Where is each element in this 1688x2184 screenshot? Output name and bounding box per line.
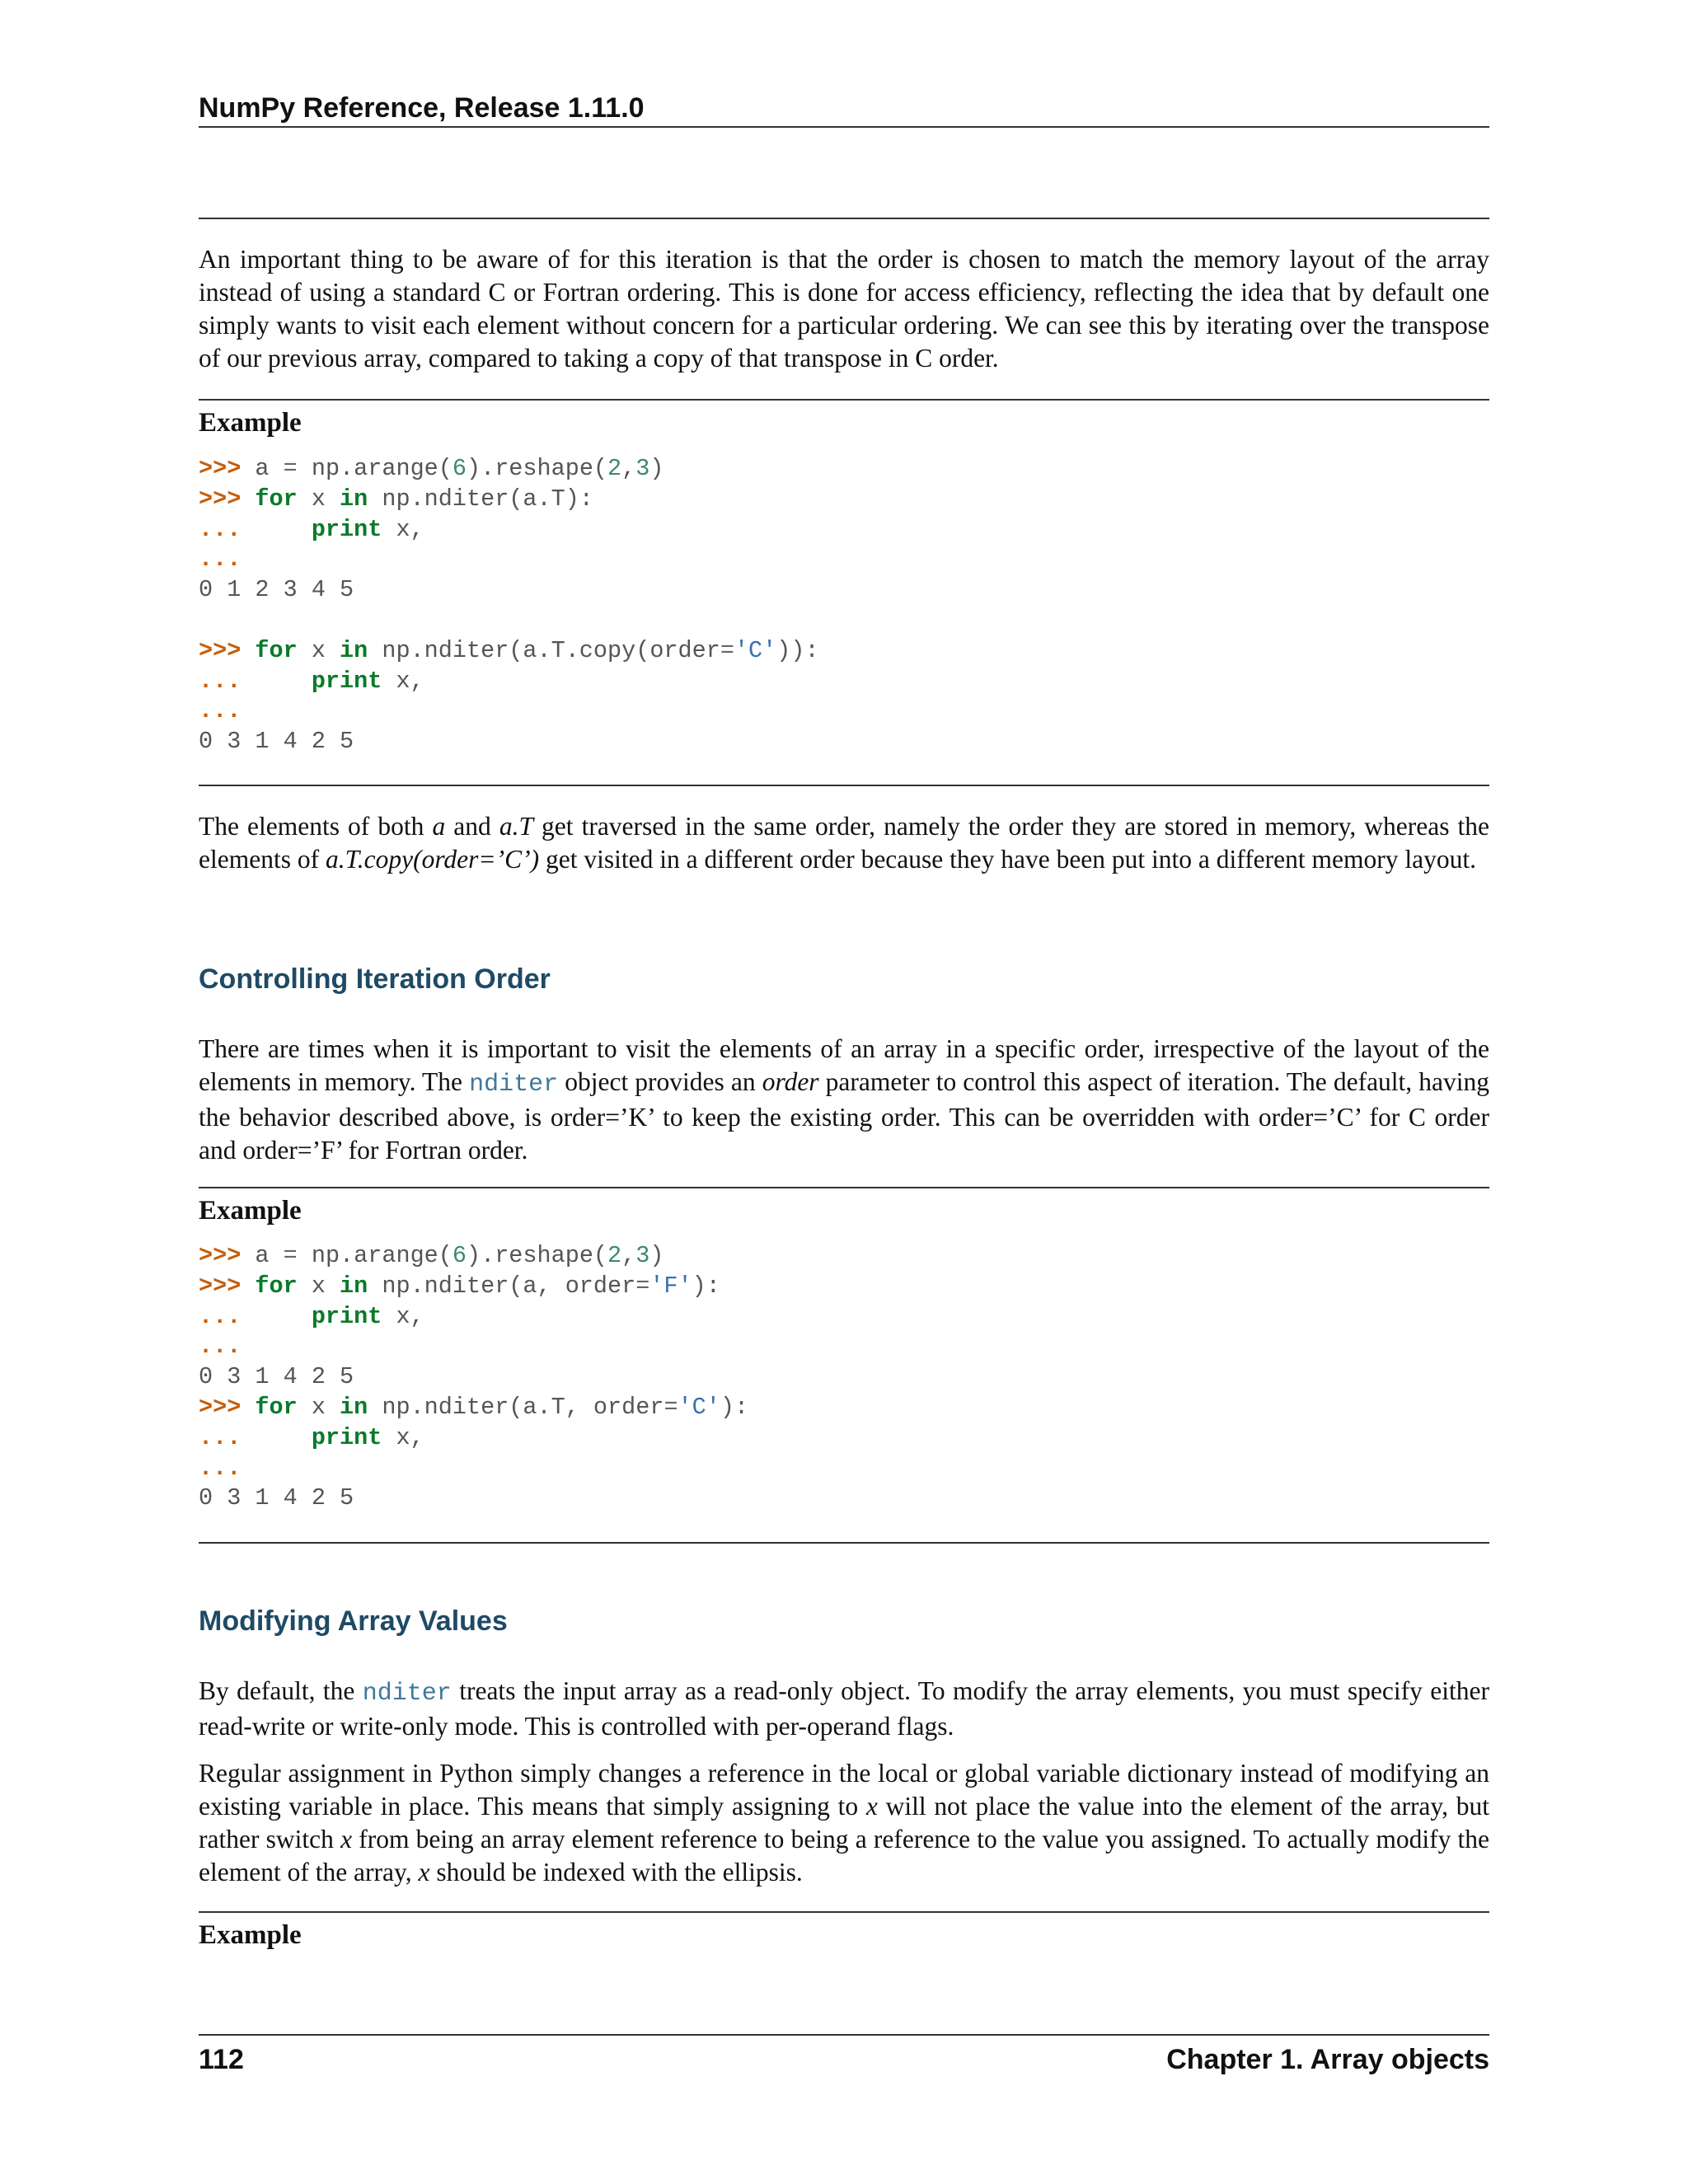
code-token: ... — [199, 697, 241, 725]
code-token: 0 3 1 4 2 5 — [199, 728, 354, 756]
code-token: ).reshape( — [467, 1242, 608, 1269]
code-token: ): — [720, 1393, 749, 1421]
code-line — [199, 1362, 1489, 1393]
code-line — [199, 485, 1489, 515]
code-token: print — [311, 515, 382, 543]
section-heading-modifying-array-values: Modifying Array Values — [199, 1605, 508, 1637]
code-token: ).reshape( — [467, 455, 608, 482]
code-token: 2 — [607, 1242, 622, 1269]
code-token: 'F' — [649, 1272, 692, 1300]
code-block-1 — [199, 454, 1489, 757]
code-token: 0 3 1 4 2 5 — [199, 1484, 354, 1512]
code-line — [199, 1483, 1489, 1514]
code-line — [199, 636, 1489, 667]
code-token: , — [621, 1242, 636, 1269]
code-token: 0 3 1 4 2 5 — [199, 1363, 354, 1391]
code-line — [199, 727, 1489, 757]
code-line — [199, 515, 1489, 546]
code-token: a — [255, 1242, 284, 1269]
code-token: >>> — [199, 1242, 256, 1269]
example-label: Example — [199, 1920, 302, 1950]
code-line — [199, 667, 1489, 697]
assignment-paragraph: Regular assignment in Python simply changes a reference in the local or global variable dictionary instead of modifying an existing variable in place. This means that simply assigning to x will not place the value into the element of the array, but rather switch x from being an array element reference to being a reference to the value you assigned. To actually modify the element of the array, x should be indexed with the ellipsis. — [199, 1759, 1489, 1886]
example-label: Example — [199, 1196, 302, 1226]
code-line — [199, 1302, 1489, 1333]
code-token: ... — [199, 1333, 241, 1361]
code-token: = — [283, 1242, 298, 1269]
example-top-rule — [199, 399, 1489, 401]
example-bottom-rule — [199, 785, 1489, 786]
code-token: ... — [199, 1423, 312, 1451]
section-heading-controlling-iteration-order: Controlling Iteration Order — [199, 963, 551, 995]
code-token: in — [340, 636, 368, 664]
code-token: , — [621, 455, 636, 482]
code-token: in — [340, 1393, 368, 1421]
code-token: ... — [199, 1302, 312, 1330]
code-token: ) — [649, 455, 664, 482]
code-token: ... — [199, 1454, 241, 1482]
chapter-title: Chapter 1. Array objects — [1166, 2044, 1489, 2075]
page-footer — [199, 2034, 1489, 2076]
code-token: print — [311, 1423, 382, 1451]
traversal-paragraph: The elements of both a and a.T get traversed in the same order, namely the order they are stored in memory, whereas the elements of a.T.copy(order=’C’) get visited in a different order because they have been put into a different memory layout. — [199, 812, 1490, 874]
code-token: = — [663, 1393, 678, 1421]
code-token: )): — [776, 636, 819, 664]
code-line — [199, 1393, 1489, 1423]
code-token: x — [297, 1393, 340, 1421]
code-line — [199, 1454, 1489, 1484]
code-line — [199, 1332, 1489, 1362]
iteration-order-paragraph: There are times when it is important to visit the elements of an array in a specific order, irrespective of the layout of the elements in memory. The nditer object provides an order parameter to control this aspect of iteration. The default, having the behavior described above, is order=’K’ to keep the existing order. This can be overridden with order=’C’ for C order and order=’F’ for Fortran order. — [199, 1034, 1490, 1165]
code-token: ... — [199, 546, 241, 574]
code-token: for — [255, 485, 298, 513]
code-token: 3 — [635, 1242, 650, 1269]
nditer-link[interactable]: nditer — [469, 1071, 559, 1099]
code-token: 'C' — [678, 1393, 720, 1421]
code-token: np.arange( — [297, 455, 452, 482]
page-number: 112 — [199, 2044, 244, 2075]
code-token: >>> — [199, 485, 256, 513]
code-token: x — [297, 485, 340, 513]
code-token: a — [255, 455, 284, 482]
code-token: in — [340, 1272, 368, 1300]
code-token: print — [311, 667, 382, 695]
code-token: x, — [382, 1423, 424, 1451]
code-token: np.arange( — [297, 1242, 452, 1269]
code-line — [199, 1423, 1489, 1454]
nditer-link[interactable]: nditer — [362, 1680, 452, 1708]
example-label: Example — [199, 408, 302, 438]
code-token: = — [720, 636, 734, 664]
code-token: ... — [199, 515, 312, 543]
code-token: 2 — [607, 455, 622, 482]
code-token: np.nditer(a.T): — [368, 485, 593, 513]
code-line — [199, 1241, 1489, 1272]
code-token: np.nditer(a, order — [368, 1272, 636, 1300]
code-line — [199, 454, 1489, 485]
code-token: ... — [199, 667, 312, 695]
code-line — [199, 606, 1489, 636]
code-token: for — [255, 1393, 298, 1421]
code-line — [199, 575, 1489, 606]
code-token: 'C' — [734, 636, 777, 664]
code-token: ) — [649, 1242, 664, 1269]
example-top-rule — [199, 1911, 1489, 1913]
code-token: 0 1 2 3 4 5 — [199, 576, 354, 604]
code-token: = — [283, 455, 298, 482]
code-token: 6 — [452, 1242, 467, 1269]
code-token: print — [311, 1302, 382, 1330]
code-token: for — [255, 636, 298, 664]
code-token: >>> — [199, 455, 256, 482]
code-token: >>> — [199, 1393, 256, 1421]
code-token: 3 — [635, 455, 650, 482]
divider — [199, 218, 1489, 219]
code-line — [199, 545, 1489, 575]
code-token: np.nditer(a.T, order — [368, 1393, 664, 1421]
code-token: x, — [382, 667, 424, 695]
read-only-paragraph: By default, the nditer treats the input array as a read-only object. To modify the array elements, you must specify either read-write or write-only mode. This is controlled with per-operand flags. — [199, 1676, 1489, 1741]
code-line — [199, 696, 1489, 727]
code-token: >>> — [199, 636, 256, 664]
code-token: for — [255, 1272, 298, 1300]
code-token: x, — [382, 1302, 424, 1330]
code-token: np.nditer(a.T.copy(order — [368, 636, 720, 664]
running-header: NumPy Reference, Release 1.11.0 — [199, 92, 1489, 128]
code-token: x — [297, 636, 340, 664]
code-token: ): — [692, 1272, 720, 1300]
code-token: 6 — [452, 455, 467, 482]
code-token: = — [635, 1272, 650, 1300]
code-block-2 — [199, 1241, 1489, 1514]
code-line — [199, 1272, 1489, 1302]
code-token: x, — [382, 515, 424, 543]
code-token: x — [297, 1272, 340, 1300]
example-top-rule — [199, 1187, 1489, 1188]
code-token: in — [340, 485, 368, 513]
intro-paragraph: An important thing to be aware of for this iteration is that the order is chosen to match the memory layout of the array instead of using a standard C or Fortran ordering. This is done for access efficiency, reflecting the idea that by default one simply wants to visit each element without concern for a particular ordering. We can see this by iterating over the transpose of our previous array, compared to taking a copy of that transpose in C order. — [199, 245, 1489, 373]
example-bottom-rule — [199, 1542, 1489, 1544]
code-token: >>> — [199, 1272, 256, 1300]
